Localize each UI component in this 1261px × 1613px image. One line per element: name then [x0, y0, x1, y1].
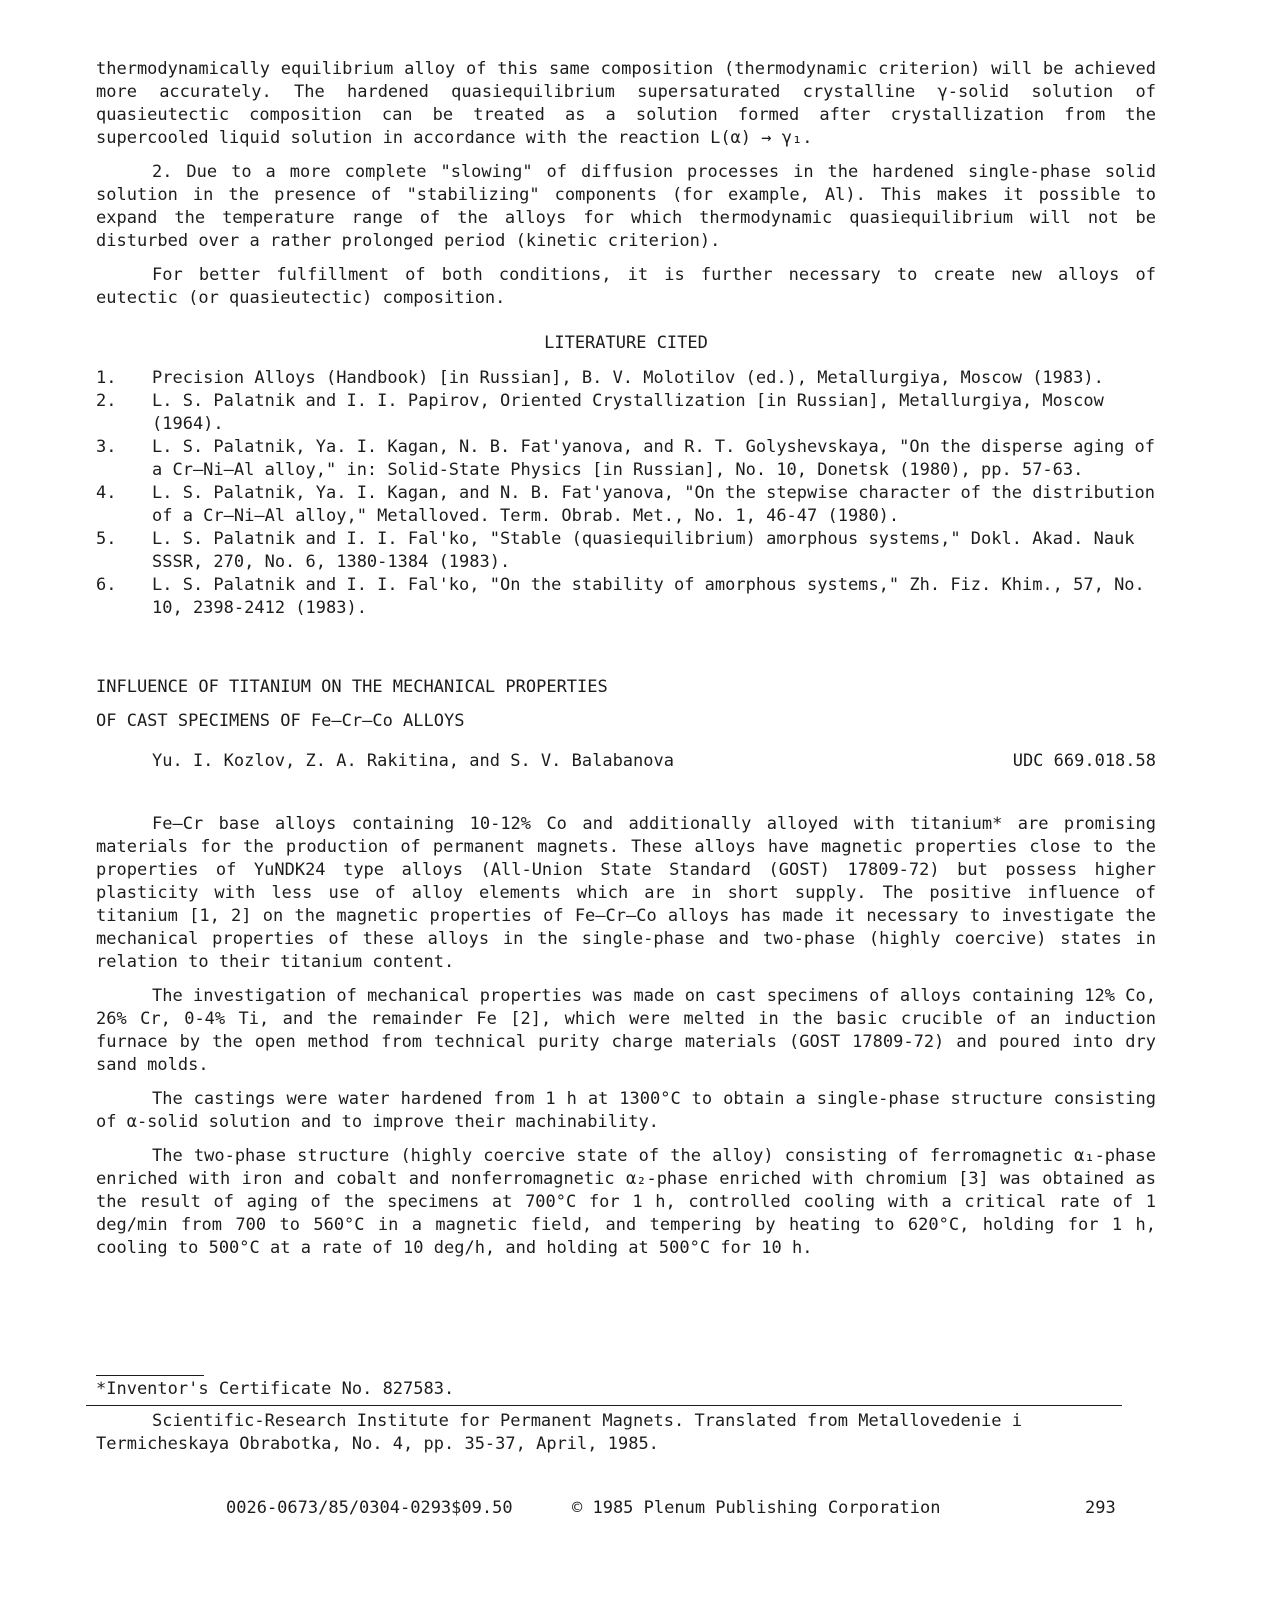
source-note: [96, 1410, 1126, 1456]
reference-number: 4.: [96, 483, 117, 503]
page-number: 293: [1085, 1498, 1116, 1518]
article-paragraph-intro: Fe—Cr base alloys containing 10-12% Co and additionally alloyed with titanium* are promising materials for the production of permanent magnets. These alloys have magnetic properties close to the properties of YuNDK24 type alloys (All-Union State Standard (GOST) 17809-72) but possess higher plasticity with less use of alloy elements which are in short supply. The positive influence of titanium [1, 2] on the magnetic properties of Fe—Cr—Co alloys has made it necessary to investigate the mechanical properties of these alloys in the single-phase and two-phase (highly coercive) states in relation to their titanium content.: [96, 814, 1156, 972]
reference-number: 2.: [96, 391, 117, 411]
paragraph-continuation: thermodynamically equilibrium alloy of this same composition (thermodynamic criterion) will be achieved more accurately. The hardened quasiequilibrium supersaturated crystalline γ-solid solution of quasieutectic composition can be treated as a solution formed after crystallization from the supercooled liquid solution in accordance with the reaction L(α) → γ₁.: [96, 59, 1156, 148]
source-line-1: Scientific-Research Institute for Permanent Magnets. Translated from Metallovedenie i: [152, 1411, 1022, 1431]
article-title-line-1: INFLUENCE OF TITANIUM ON THE MECHANICAL PROPERTIES: [96, 677, 608, 697]
reference-number: 5.: [96, 529, 117, 549]
byline: [96, 750, 1156, 773]
reference-text: L. S. Palatnik and I. I. Fal'ko, "Stable (quasiequilibrium) amorphous systems," Dokl. Akad. Nauk SSSR, 270, No. 6, 1380-1384 (1983).: [152, 529, 1135, 572]
footnote-text: *Inventor's Certificate No. 827583.: [96, 1379, 455, 1399]
reference-item: [96, 482, 1156, 528]
copyright-notice: © 1985 Plenum Publishing Corporation: [572, 1498, 941, 1518]
reference-text: L. S. Palatnik, Ya. I. Kagan, and N. B. Fat'yanova, "On the stepwise character of the distribution of a Cr—Ni—Al alloy," Metalloved. Term. Obrab. Met., No. 1, 46-47 (1980).: [152, 483, 1156, 526]
source-line-2: Termicheskaya Obrabotka, No. 4, pp. 35-37, April, 1985.: [96, 1434, 659, 1454]
udc-code: UDC 669.018.58: [1012, 751, 1156, 771]
article-authors: Yu. I. Kozlov, Z. A. Rakitina, and S. V. Balabanova: [152, 751, 674, 771]
paragraph-conclusion: For better fulfillment of both conditions, it is further necessary to create new alloys of eutectic (or quasieutectic) composition.: [96, 265, 1156, 308]
reference-text: Precision Alloys (Handbook) [in Russian], B. V. Molotilov (ed.), Metallurgiya, Moscow (1983).: [152, 368, 1104, 388]
reference-number: 3.: [96, 437, 117, 457]
page-content: [96, 58, 1156, 1260]
reference-text: L. S. Palatnik, Ya. I. Kagan, N. B. Fat'yanova, and R. T. Golyshevskaya, "On the disperse aging of a Cr—Ni—Al alloy," in: Solid-State Physics [in Russian], No. 10, Donetsk (1980), pp. 57-63.: [152, 437, 1156, 480]
reference-list: [96, 367, 1156, 620]
reference-item: [96, 367, 1156, 390]
reference-item: [96, 390, 1156, 436]
article-code: 0026-0673/85/0304-0293$09.50: [226, 1498, 513, 1518]
reference-text: L. S. Palatnik and I. I. Fal'ko, "On the stability of amorphous systems," Zh. Fiz. Khim., 57, No. 10, 2398-2412 (1983).: [152, 575, 1145, 618]
article-paragraph-two-phase: The two-phase structure (highly coercive state of the alloy) consisting of ferromagnetic α₁-phase enriched with iron and cobalt and nonferromagnetic α₂-phase enriched with chromium [3] was obtained as the result of aging of the specimens at 700°C for 1 h, controlled cooling with a critical rate of 1 deg/min from 700 to 560°C in a magnetic field, and tempering by heating to 620°C, holding for 1 h, cooling to 500°C at a rate of 10 deg/h, and holding at 500°C for 10 h.: [96, 1146, 1156, 1258]
article-paragraph-investigation: The investigation of mechanical properties was made on cast specimens of alloys containing 12% Co, 26% Cr, 0-4% Ti, and the remainder Fe [2], which were melted in the basic crucible of an induction furnace by the open method from technical purity charge materials (GOST 17809-72) and poured into dry sand molds.: [96, 986, 1156, 1075]
reference-number: 1.: [96, 368, 117, 388]
article-title-line-2: OF CAST SPECIMENS OF Fe—Cr—Co ALLOYS: [96, 711, 465, 731]
article-title: [96, 670, 1156, 738]
reference-text: L. S. Palatnik and I. I. Papirov, Oriented Crystallization [in Russian], Metallurgiya, Moscow (1964).: [152, 391, 1104, 434]
reference-item: [96, 574, 1156, 620]
footnote-rule: [96, 1375, 204, 1376]
paragraph-kinetic-criterion: 2. Due to a more complete "slowing" of diffusion processes in the hardened single-phase solid solution in the presence of "stabilizing" components (for example, Al). This makes it possible to expand the temperature range of the alloys for which thermodynamic quasiequilibrium will not be disturbed over a rather prolonged period (kinetic criterion).: [96, 162, 1156, 251]
reference-number: 6.: [96, 575, 117, 595]
reference-item: [96, 528, 1156, 574]
reference-item: [96, 436, 1156, 482]
footnote: [96, 1375, 1156, 1401]
literature-heading: LITERATURE CITED: [544, 333, 708, 353]
article-paragraph-castings: The castings were water hardened from 1 h at 1300°C to obtain a single-phase structure consisting of α-solid solution and to improve their machinability.: [96, 1089, 1156, 1132]
source-divider: [86, 1405, 1122, 1406]
